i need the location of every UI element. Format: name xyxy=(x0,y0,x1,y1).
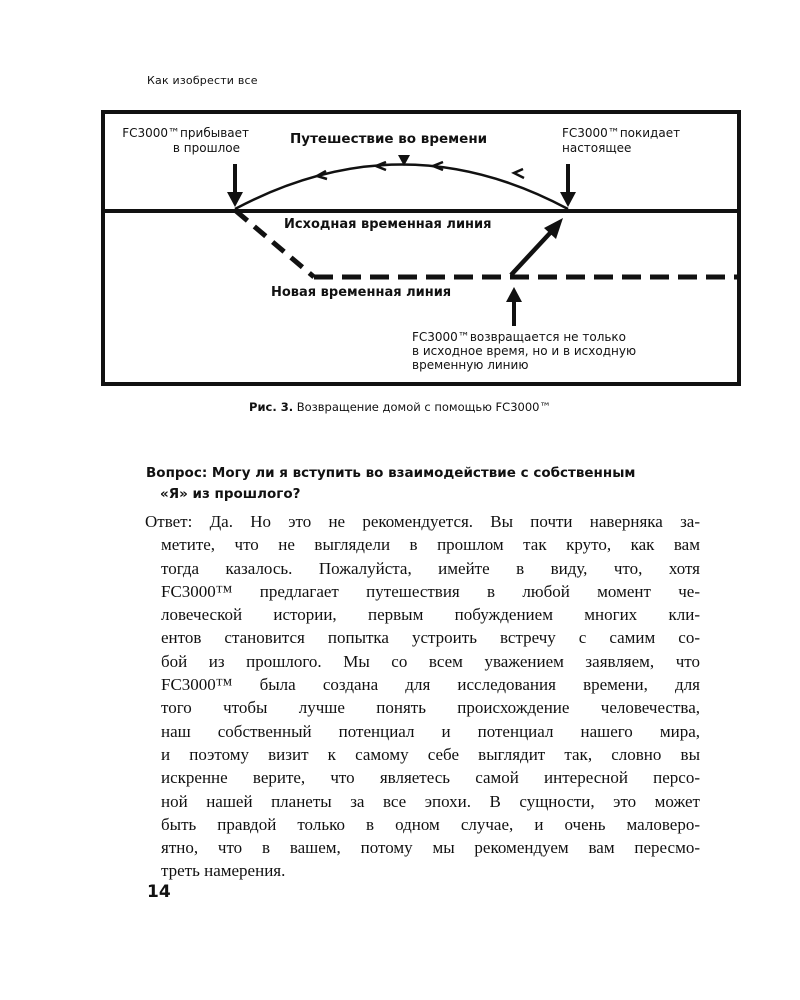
answer-line: быть правдой только в одном случае, и очень маловеро- xyxy=(161,814,700,834)
question xyxy=(146,463,706,505)
time-travel-diagram xyxy=(101,110,741,386)
answer-line: Ответ: Да. Но это не рекомендуется. Вы почти наверняка за- xyxy=(145,512,700,531)
answer-line: FC3000™ была создана для исследования времени, для xyxy=(161,675,700,695)
running-head: Как изобрести все xyxy=(147,74,258,87)
answer-line: искренне верите, что являетесь самой интересной персо- xyxy=(161,768,700,788)
page-number: 14 xyxy=(147,882,171,902)
answer-line: ятно, что в вашем, потому мы рекомендуем вам пересмо- xyxy=(161,838,700,858)
return-label: FC3000™возвращается не только в исходное время, но и в исходную временную линию xyxy=(412,330,637,372)
answer-line: ловеческой истории, первым побуждением многих кли- xyxy=(161,605,700,625)
answer-line: тогда казалось. Пожалуйста, имейте в виду, что, хотя xyxy=(161,558,700,578)
leave-label: FC3000™покидает настоящее xyxy=(562,126,681,155)
answer-line: треть намерения. xyxy=(161,861,286,881)
question-line: «Я» из прошлого? xyxy=(160,486,301,502)
answer-line: FC3000™ предлагает путешествия в любой момент че- xyxy=(161,581,700,601)
label-up-arrow xyxy=(506,287,522,302)
answer-line: наш собственный потенциал и потенциал нашего мира, xyxy=(161,721,700,741)
caption-text: Возвращение домой с помощью FC3000™ xyxy=(293,400,551,414)
new-timeline-label: Новая временная линия xyxy=(271,285,452,300)
caption-label: Рис. 3. xyxy=(249,400,294,414)
answer-line: ной нашей планеты за все эпохи. В сущности, это может xyxy=(161,791,700,811)
answer-line: бой из прошлого. Мы со всем уважением заявляем, что xyxy=(161,651,700,671)
answer-line: ентов становится попытка устроить встречу с самим со- xyxy=(161,628,700,648)
answer-paragraph xyxy=(145,510,700,883)
answer-line: и поэтому визит к самому себе выглядит так, словно вы xyxy=(161,744,700,764)
arc-direction-arrow xyxy=(514,169,524,178)
question-line: Вопрос: Могу ли я вступить во взаимодействие с собственным xyxy=(146,465,636,481)
answer-line: того чтобы лучше понять происхождение человечества, xyxy=(161,698,700,718)
original-timeline-label: Исходная временная линия xyxy=(284,217,492,232)
arrive-label: FC3000™прибывает в прошлое xyxy=(122,126,249,155)
answer-line: метите, что не выглядели в прошлом так круто, как вам xyxy=(161,535,700,555)
figure-caption xyxy=(0,400,800,414)
diagram-title: Путешествие во времени xyxy=(290,131,488,147)
